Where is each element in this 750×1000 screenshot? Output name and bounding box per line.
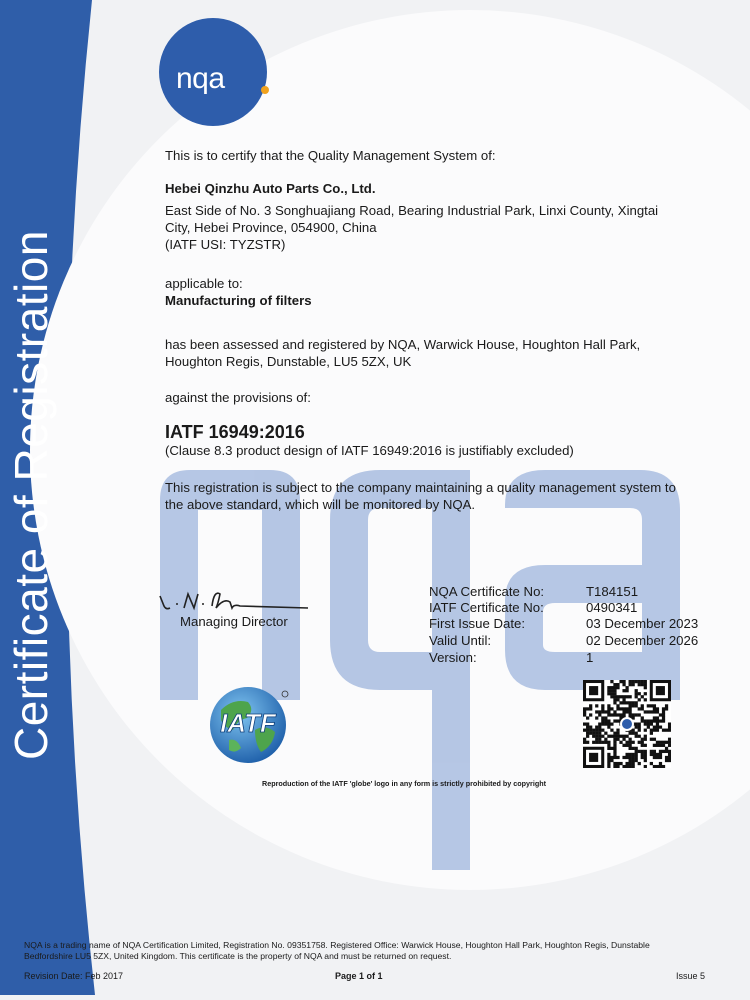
scope-text: Manufacturing of filters [165,293,312,308]
detail-label-nqa-cert: NQA Certificate No: [429,584,545,599]
signature-role: Managing Director [180,614,288,629]
company-name: Hebei Qinzhu Auto Parts Co., Ltd. [165,181,376,196]
director-signature [158,586,318,616]
footer-legal-line2: Bedfordshire LU5 5ZX, United Kingdom. This certificate is the property of NQA and must be returned on request. [24,951,452,961]
provisions-label: against the provisions of: [165,390,311,405]
revision-date: Revision Date: Feb 2017 [24,971,124,981]
condition-line2: the above standard, which will be monitored by NQA. [165,497,476,512]
exclusion-clause: (Clause 8.3 product design of IATF 16949:2016 is justifiably excluded) [165,443,574,458]
detail-label-first-issue: First Issue Date: [429,616,526,631]
page-number: Page 1 of 1 [335,971,383,981]
detail-value-nqa-cert: T184151 [586,584,639,599]
detail-label-version: Version: [429,650,477,665]
detail-value-first-issue: 03 December 2023 [586,616,699,631]
condition-line1: This registration is subject to the company maintaining a quality management system to [165,480,676,495]
assessed-line2: Houghton Regis, Dunstable, LU5 5ZX, UK [165,354,412,369]
reproduction-note: Reproduction of the IATF 'globe' logo in any form is strictly prohibited by copyright [262,779,547,788]
detail-value-valid-until: 02 December 2026 [586,633,699,648]
applicable-label: applicable to: [165,276,243,291]
iatf-globe-logo [203,680,293,770]
certificate-side-title: Certificate of Registration [5,230,57,760]
detail-value-version: 1 [586,650,594,665]
iatf-logo-text: IATF [220,708,276,738]
iatf-usi: (IATF USI: TYZSTR) [165,237,286,252]
assessed-line1: has been assessed and registered by NQA, Warwick House, Houghton Hall Park, [165,337,641,352]
detail-label-valid-until: Valid Until: [429,633,492,648]
detail-value-iatf-cert: 0490341 [586,600,638,615]
footer-legal-line1: NQA is a trading name of NQA Certification Limited, Registration No. 09351758. Registered Office: Warwick House, Houghton Hall Park, Houghton Regis, Dunstable [24,940,650,950]
company-address-line2: City, Hebei Province, 054900, China [165,220,377,235]
detail-label-iatf-cert: IATF Certificate No: [429,600,544,615]
nqa-logo-dot [261,86,269,94]
footer-legal [24,940,724,962]
nqa-logo-text: nqa [176,62,225,95]
standard-name: IATF 16949:2016 [165,422,305,442]
certify-intro: This is to certify that the Quality Management System of: [165,148,496,163]
issue-number: Issue 5 [676,971,706,981]
qr-code[interactable] [583,680,671,768]
company-address-line1: East Side of No. 3 Songhuajiang Road, Bearing Industrial Park, Linxi County, Xingtai [165,203,659,218]
